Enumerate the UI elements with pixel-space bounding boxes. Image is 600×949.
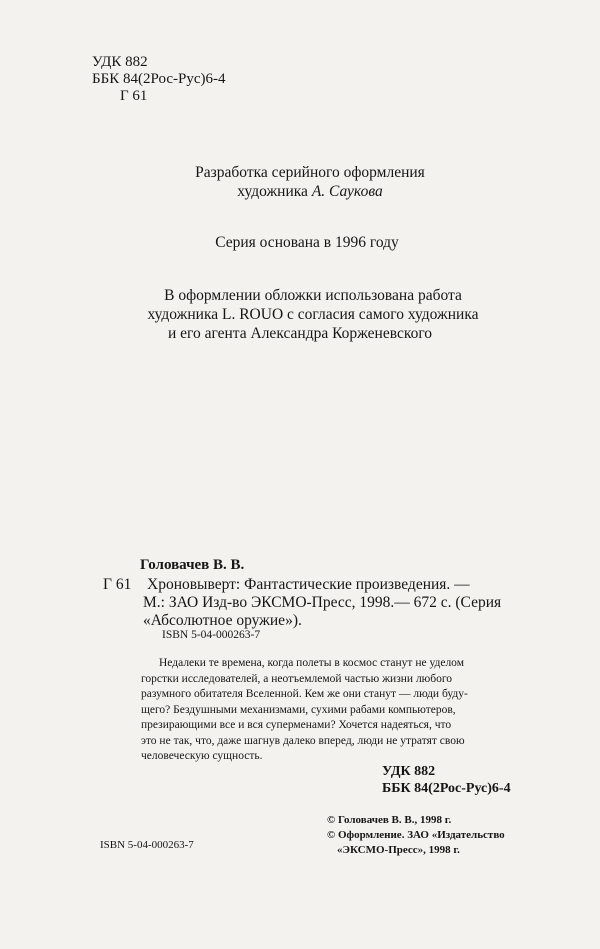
udk-code: УДК 882 — [92, 54, 148, 70]
bibliography-line1: Хроновыверт: Фантастические произведения. — — [147, 576, 470, 593]
annotation-line: щего? Бездушными механизмами, сухими рабами компьютеров, — [141, 703, 456, 716]
series-founded: Серия основана в 1996 году — [215, 234, 399, 251]
bibliography-code: Г 61 — [103, 576, 132, 593]
bbk-code: ББК 84(2Рос-Рус)6-4 — [92, 71, 226, 87]
copyright-line2: © Оформление. ЗАО «Издательство — [327, 829, 505, 841]
bibliography-author: Головачев В. В. — [140, 557, 245, 573]
series-design-credit — [0, 163, 600, 201]
annotation — [141, 656, 546, 765]
cover-credit-line3: и его агента Александра Корженевского — [167, 325, 433, 342]
series-design-artist: А. Саукова — [311, 183, 383, 200]
annotation-line: человеческую сущность. — [141, 750, 263, 762]
bibliography-isbn: ISBN 5-04-000263-7 — [162, 629, 261, 641]
annotation-line: разумного обитателя Вселенной. Кем же они станут — люди буду- — [141, 688, 468, 700]
top-classification — [92, 54, 225, 105]
copyright-line1: © Головачев В. В., 1998 г. — [327, 814, 452, 826]
bottom-bbk-code: ББК 84(2Рос-Рус)6-4 — [382, 781, 511, 796]
bibliography-line3: «Абсолютное оружие»). — [143, 612, 302, 629]
cover-credit-line2: художника L. ROUO с согласия самого художника — [147, 306, 479, 323]
annotation-line: горстки исследователей, а неотъемлемой частью жизни любого — [141, 672, 453, 685]
series-design-line1: Разработка серийного оформления — [195, 164, 425, 181]
bibliography-record — [143, 576, 501, 630]
cover-credit-line1: В оформлении обложки использована работа — [164, 287, 462, 304]
series-design-prefix: художника — [237, 183, 308, 200]
bibliography-line2: М.: ЗАО Изд-во ЭКСМО-Пресс, 1998.— 672 с. (Серия — [143, 594, 502, 611]
annotation-line: Недалеки те времена, когда полеты в космос станут не уделом — [159, 657, 464, 669]
bottom-classification — [382, 763, 511, 797]
bottom-udk-code: УДК 882 — [382, 764, 436, 779]
copyright-line3: «ЭКСМО-Пресс», 1998 г. — [337, 844, 460, 856]
bottom-isbn: ISBN 5-04-000263-7 — [100, 839, 194, 851]
copyright-notice — [327, 813, 505, 858]
author-mark: Г 61 — [120, 88, 148, 104]
annotation-line: это не так, что, даже шагнув далеко вперед, люди не утратят свою — [141, 734, 465, 747]
series-design-line2 — [0, 182, 600, 201]
annotation-line: презирающими все и вся суперменами? Хочется надеяться, что — [141, 719, 452, 731]
cover-credit — [0, 286, 600, 343]
